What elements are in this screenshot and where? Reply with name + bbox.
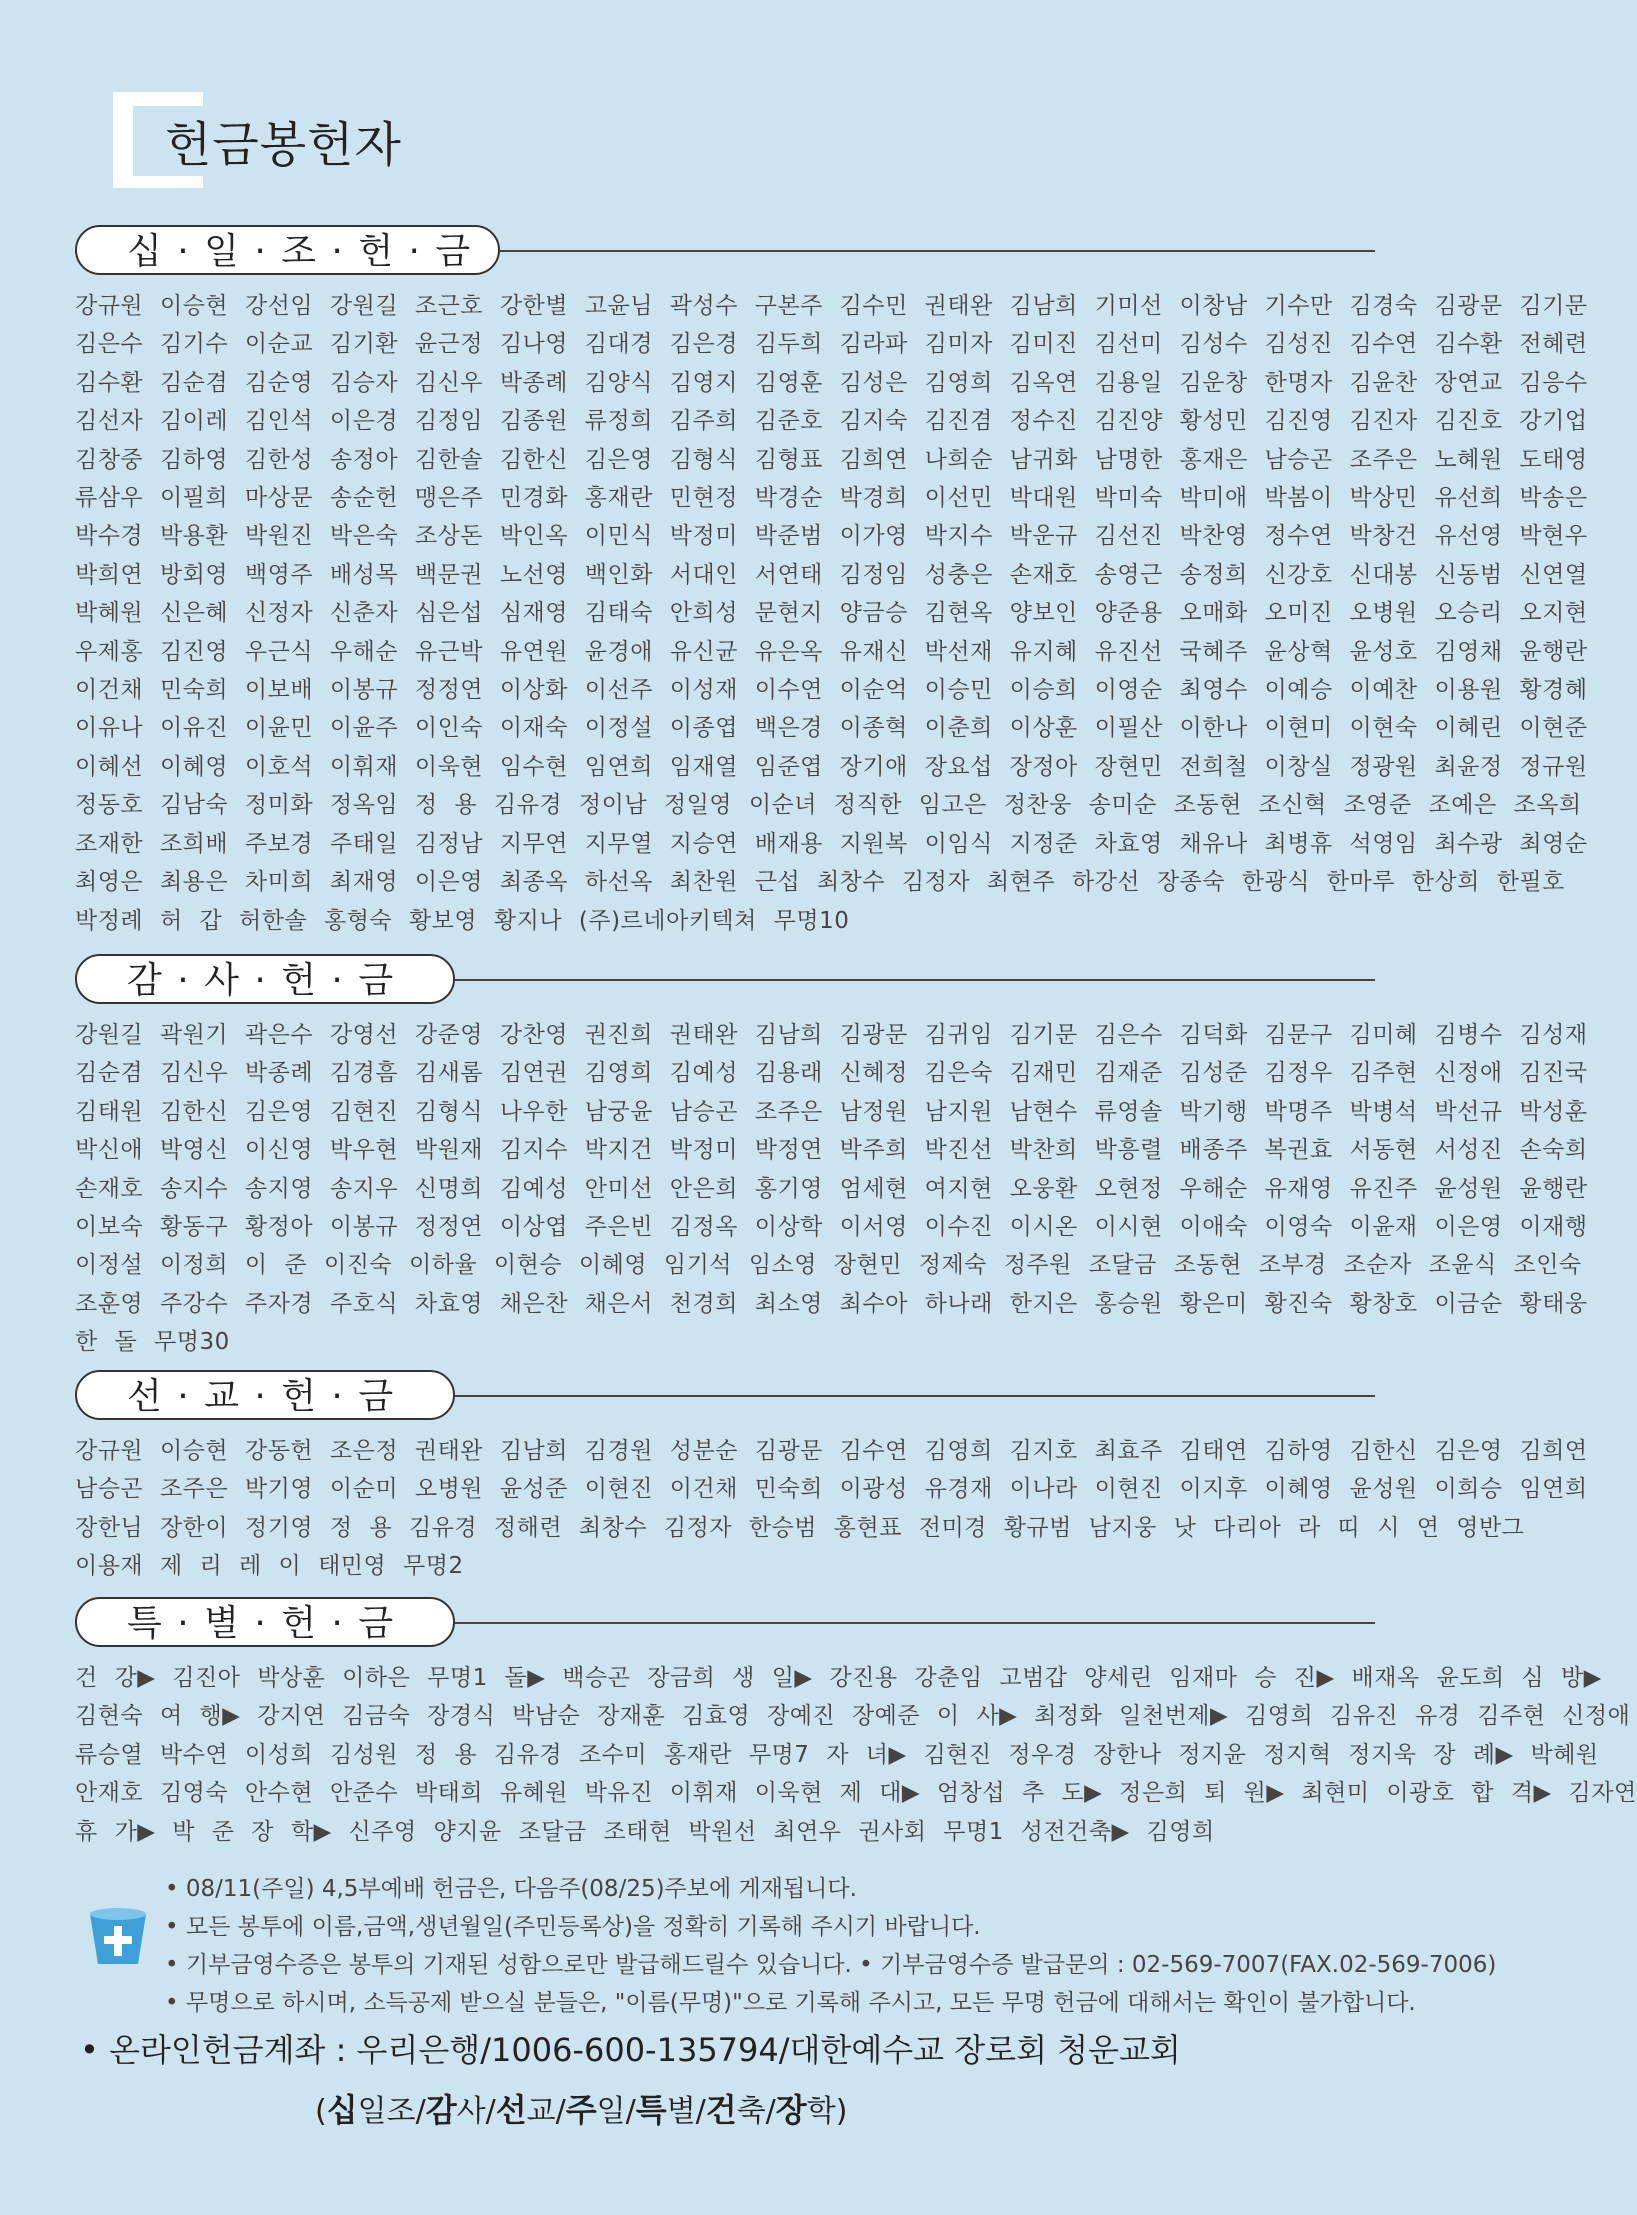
section-divider	[455, 1622, 1375, 1624]
account-codes: (십일조/감사/선교/주일/특별/건축/장학)	[315, 2091, 848, 2129]
name-row: 강규원 이승현 강동헌 조은정 권태완 김남희 김경원 성분순 김광문 김수연 김영희 김지호 최효주 김태연 김하영 김한신 김은영 김희연	[75, 1438, 1588, 1464]
name-list-tithe	[75, 287, 1588, 940]
note-line: • 무명으로 하시며, 소득공제 받으실 분들은, "이름(무명)"으로 기록해 주시고, 모든 무명 헌금에 대해서는 확인이 불가합니다.	[165, 1990, 1416, 2016]
name-row: 이혜선 이혜영 이호석 이휘재 이욱현 임수현 임연희 임재열 임준엽 장기애 장요섭 장정아 장현민 전희철 이창실 정광원 최윤정 정규원	[75, 753, 1588, 780]
page-title: 헌금봉헌자	[165, 117, 402, 173]
name-list-mission	[75, 1432, 1588, 1586]
section-divider	[455, 979, 1375, 981]
name-row: 한 돌 무명30	[75, 1329, 230, 1356]
name-row: 이용재 제 리 레 이 태민영 무명2	[75, 1553, 464, 1580]
name-row: 박정례 허 갑 허한솔 홍형숙 황보영 황지나 (주)르네아키텍쳐 무명10	[75, 907, 850, 934]
online-account: • 온라인헌금계좌 : 우리은행/1006-600-135794/대한예수교 장로회 청운교회	[80, 2031, 1181, 2069]
name-row: 조재한 조희배 주보경 주태일 김정남 지무연 지무열 지승연 배재용 지원복 이임식 지정준 차효영 채유나 최병휴 석영임 최수광 최영순	[75, 830, 1588, 857]
name-row: 김현숙 여 행▶ 강지연 김금숙 장경식 박남순 장재훈 김효영 장예진 장예준 이 사▶ 최정화 일천번제▶ 김영희 김유진 유경 김주현 신정애	[75, 1703, 1631, 1730]
section-mission	[75, 1370, 1588, 1586]
name-row: 이건채 민숙희 이보배 이봉규 정정연 이상화 이선주 이성재 이수연 이순억 이승민 이승희 이영순 최영수 이예승 이예찬 이용원 황경혜	[75, 677, 1588, 704]
section-title-mission: 선 · 교 · 헌 · 금	[75, 1370, 455, 1420]
name-row: 류승열 박수연 이성희 김성원 정 용 김유경 조수미 홍재란 무명7 자 녀▶ 김현진 정우경 장한나 정지윤 정지혁 정지욱 장 례▶ 박혜원	[75, 1741, 1599, 1768]
page-header	[113, 92, 513, 192]
name-row: 건 강▶ 김진아 박상훈 이하은 무명1 돌▶ 백승곤 장금희 생 일▶ 강진용 강춘임 고범갑 양세린 임재마 승 진▶ 배재옥 윤도희 심 방▶	[75, 1665, 1602, 1691]
name-row: 우제홍 김진영 우근식 우해순 유근박 유연원 윤경애 유신균 유은옥 유재신 박선재 유지혜 유진선 국혜주 윤상혁 윤성호 김영채 윤행란	[75, 638, 1588, 665]
section-title-special: 특 · 별 · 헌 · 금	[75, 1597, 455, 1647]
name-row: 김창중 김하영 김한성 송정아 김한솔 김한신 김은영 김형식 김형표 김희연 나희순 남귀화 남명한 홍재은 남승곤 조주은 노혜원 도태영	[75, 446, 1588, 473]
name-row: 김태원 김한신 김은영 김현진 김형식 나우한 남궁윤 남승곤 조주은 남정원 남지원 남현수 류영솔 박기행 박명주 박병석 박선규 박성훈	[75, 1098, 1588, 1125]
section-tithe	[75, 225, 1588, 940]
name-row: 손재호 송지수 송지영 송지우 신명희 김예성 안미선 안은희 홍기영 엄세현 여지현 오웅환 오현정 우해순 유재영 유진주 윤성원 윤행란	[75, 1175, 1588, 1202]
name-row: 이정설 이정희 이 준 이진숙 이하율 이현승 이혜영 임기석 임소영 장현민 정제숙 정주원 조달금 조동현 조부경 조순자 조윤식 조인숙	[75, 1252, 1582, 1279]
notes	[165, 1870, 1497, 2022]
section-divider	[500, 250, 1375, 252]
section-title-tithe: 십 · 일 · 조 · 헌 · 금	[75, 225, 500, 275]
section-thanks	[75, 954, 1588, 1362]
name-row: 박신애 박영신 이신영 박우현 박원재 김지수 박지건 박정미 박정연 박주희 박진선 박찬희 박흥렬 배종주 복권효 서동현 서성진 손숙희	[75, 1137, 1588, 1164]
name-row: 남승곤 조주은 박기영 이순미 오병원 윤성준 이현진 이건채 민숙희 이광성 유경재 이나라 이현진 이지후 이혜영 윤성원 이희승 임연희	[75, 1476, 1588, 1503]
offering-cup-icon	[82, 1898, 154, 1970]
name-list-thanks	[75, 1016, 1588, 1362]
name-row: 정동호 김남숙 정미화 정옥임 정 용 김유경 정이남 정일영 이순녀 정직한 임고은 정찬웅 송미순 조동현 조신혁 조영준 조예은 조옥희	[75, 792, 1582, 819]
section-divider	[455, 1395, 1375, 1397]
section-title-thanks: 감 · 사 · 헌 · 금	[75, 954, 455, 1004]
name-row: 최영은 최용은 차미희 최재영 이은영 최종옥 하선옥 최찬원 근섭 최창수 김정자 최현주 하강선 장종숙 한광식 한마루 한상희 한필호	[75, 869, 1565, 896]
name-row: 장한님 장한이 정기영 정 용 김유경 정해련 최창수 김정자 한승범 홍현표 전미경 황규범 남지웅 낫 다리아 라 띠 시 연 영반그	[75, 1514, 1525, 1541]
name-row: 김은수 김기수 이순교 김기환 윤근정 김나영 김대경 김은경 김두희 김라파 김미자 김미진 김선미 김성수 김성진 김수연 김수환 전혜련	[75, 331, 1588, 358]
name-row: 조훈영 주강수 주자경 주호식 차효영 채은찬 채은서 천경희 최소영 최수아 하나래 한지은 홍승원 황은미 황진숙 황창호 이금순 황태웅	[75, 1290, 1588, 1317]
name-row: 강규원 이승현 강선임 강원길 조근호 강한별 고윤님 곽성수 구본주 김수민 권태완 김남희 기미선 이창남 기수만 김경숙 김광문 김기문	[75, 293, 1588, 319]
name-row: 류삼우 이필희 마상문 송순헌 맹은주 민경화 홍재란 민현정 박경순 박경희 이선민 박대원 박미숙 박미애 박봄이 박상민 유선희 박송은	[75, 485, 1588, 512]
name-row: 강원길 곽원기 곽은수 강영선 강준영 강찬영 권진희 권태완 김남희 김광문 김귀임 김기문 김은수 김덕화 김문구 김미혜 김병수 김성재	[75, 1022, 1588, 1048]
name-row: 김순겸 김신우 박종례 김경흠 김새롬 김연권 김영희 김예성 김용래 신혜정 김은숙 김재민 김재준 김성준 김정우 김주현 신정애 김진국	[75, 1060, 1588, 1087]
name-row: 휴 가▶ 박 준 장 학▶ 신주영 양지윤 조달금 조태현 박원선 최연우 권사회 무명1 성전건축▶ 김영희	[75, 1818, 1215, 1845]
name-row: 박혜원 신은혜 신정자 신춘자 심은섭 심재영 김태숙 안희성 문현지 양금승 김현옥 양보인 양준용 오매화 오미진 오병원 오승리 오지현	[75, 600, 1588, 627]
name-row: 박희연 방회영 백영주 배성목 백문권 노선영 백인화 서대인 서연태 김정임 성충은 손재호 송영근 송정희 신강호 신대봉 신동범 신연열	[75, 561, 1588, 588]
name-row: 안재호 김영숙 안수현 안준수 박태희 유혜원 박유진 이휘재 이욱현 제 대▶ 엄창섭 추 도▶ 정은희 퇴 원▶ 최현미 이광호 합 격▶ 김자연	[75, 1780, 1637, 1807]
name-row: 이유나 이유진 이윤민 이윤주 이인숙 이재숙 이정설 이종엽 백은경 이종혁 이춘희 이상훈 이필산 이한나 이현미 이현숙 이혜린 이현준	[75, 715, 1588, 742]
name-list-special	[75, 1659, 1637, 1851]
note-line: • 기부금영수증은 봉투의 기재된 성함으로만 발급해드릴수 있습니다. • 기부금영수증 발급문의 : 02-569-7007(FAX.02-569-7006)	[165, 1952, 1497, 1978]
note-line: • 모든 봉투에 이름,금액,생년월일(주민등록상)을 정확히 기록해 주시기 바랍니다.	[165, 1914, 981, 1940]
name-row: 박수경 박용환 박원진 박은숙 조상돈 박인옥 이민식 박정미 박준범 이가영 박지수 박운규 김선진 박찬영 정수연 박창건 유선영 박현우	[75, 523, 1588, 550]
name-row: 이보숙 황동구 황정아 이봉규 정정연 이상엽 주은빈 김정옥 이상학 이서영 이수진 이시온 이시현 이애숙 이영숙 이윤재 이은영 이재행	[75, 1214, 1588, 1241]
name-row: 김수환 김순겸 김순영 김승자 김신우 박종례 김양식 김영지 김영훈 김성은 김영희 김옥연 김용일 김운창 한명자 김윤찬 장연교 김응수	[75, 369, 1588, 396]
section-special	[75, 1597, 1637, 1851]
name-row: 김선자 김이레 김인석 이은경 김정임 김종원 류정희 김주희 김준호 김지숙 김진겸 정수진 김진양 황성민 김진영 김진자 김진호 강기업	[75, 408, 1588, 435]
note-line: • 08/11(주일) 4,5부예배 헌금은, 다음주(08/25)주보에 게재됩니다.	[165, 1876, 857, 1902]
